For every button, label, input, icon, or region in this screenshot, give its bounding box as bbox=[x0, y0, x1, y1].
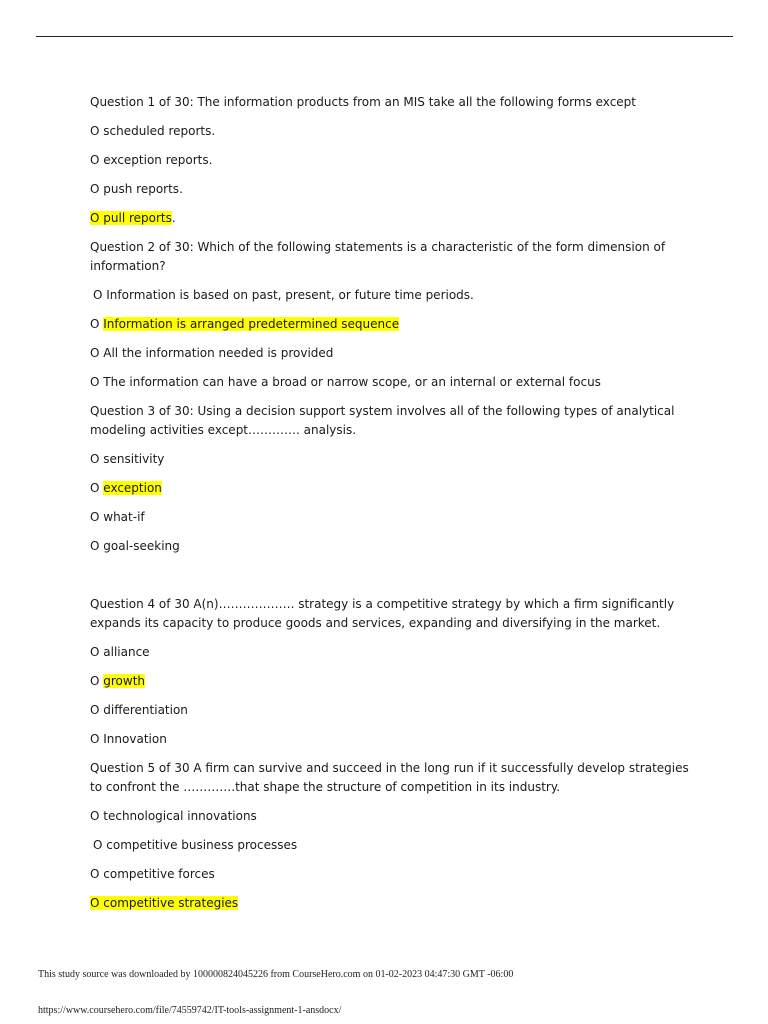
answer-highlight: O pull reports bbox=[90, 211, 172, 225]
answer-highlight: growth bbox=[103, 674, 146, 688]
answer-highlight: exception bbox=[103, 481, 162, 495]
question-2-text: Question 2 of 30: Which of the following statements is a characteristic of the form dimension of information? bbox=[90, 240, 666, 273]
question-4-option-c: O differentiation bbox=[90, 703, 188, 717]
question-2-option-c: O All the information needed is provided bbox=[90, 346, 334, 360]
question-3-option-b-answer: O exception bbox=[90, 481, 162, 495]
question-3-option-a: O sensitivity bbox=[90, 452, 165, 466]
question-1-text: Question 1 of 30: The information products from an MIS take all the following forms except bbox=[90, 95, 636, 109]
question-2-option-a: O Information is based on past, present, or future time periods. bbox=[93, 288, 474, 302]
blank-line bbox=[90, 566, 690, 595]
question-5-option-c: O competitive forces bbox=[90, 867, 215, 881]
question-1-option-b: O exception reports. bbox=[90, 153, 213, 167]
question-4-option-b-answer: O growth bbox=[90, 674, 146, 688]
source-url[interactable]: https://www.coursehero.com/file/74559742/IT-tools-assignment-1-ansdocx/ bbox=[38, 1005, 342, 1016]
question-4-text: Question 4 of 30 A(n)………………. strategy is a competitive strategy by which a firm significantly expands its capacity to produce goods and services, expanding and diversifying in the market. bbox=[90, 597, 675, 630]
question-3-text: Question 3 of 30: Using a decision support system involves all of the following types of analytical modeling activities except…………. analysis. bbox=[90, 404, 675, 437]
question-1-option-a: O scheduled reports. bbox=[90, 124, 216, 138]
question-4-option-a: O alliance bbox=[90, 645, 150, 659]
question-3-option-c: O what-if bbox=[90, 510, 145, 524]
question-2-option-b-answer: O Information is arranged predetermined sequence bbox=[90, 317, 400, 331]
download-notice: This study source was downloaded by 100000824045226 from CourseHero.com on 01-02-2023 04:47:30 GMT -06:00 bbox=[38, 969, 514, 980]
document-body bbox=[90, 93, 690, 923]
question-5-text: Question 5 of 30 A firm can survive and succeed in the long run if it successfully develop strategies to confront the ………….that shape the structure of competition in its industry. bbox=[90, 761, 689, 794]
question-5-option-d-answer bbox=[90, 894, 690, 913]
answer-highlight: O competitive strategies bbox=[90, 896, 239, 910]
header-rule bbox=[36, 36, 733, 37]
question-4-option-d: O Innovation bbox=[90, 732, 167, 746]
answer-highlight: Information is arranged predetermined sequence bbox=[103, 317, 400, 331]
question-2-option-d: O The information can have a broad or narrow scope, or an internal or external focus bbox=[90, 375, 601, 389]
question-5-option-b: O competitive business processes bbox=[93, 838, 298, 852]
question-5-option-a: O technological innovations bbox=[90, 809, 257, 823]
question-1-option-d-answer: O pull reports. bbox=[90, 211, 176, 225]
question-3-option-d: O goal-seeking bbox=[90, 539, 180, 553]
question-1-option-c: O push reports. bbox=[90, 182, 183, 196]
